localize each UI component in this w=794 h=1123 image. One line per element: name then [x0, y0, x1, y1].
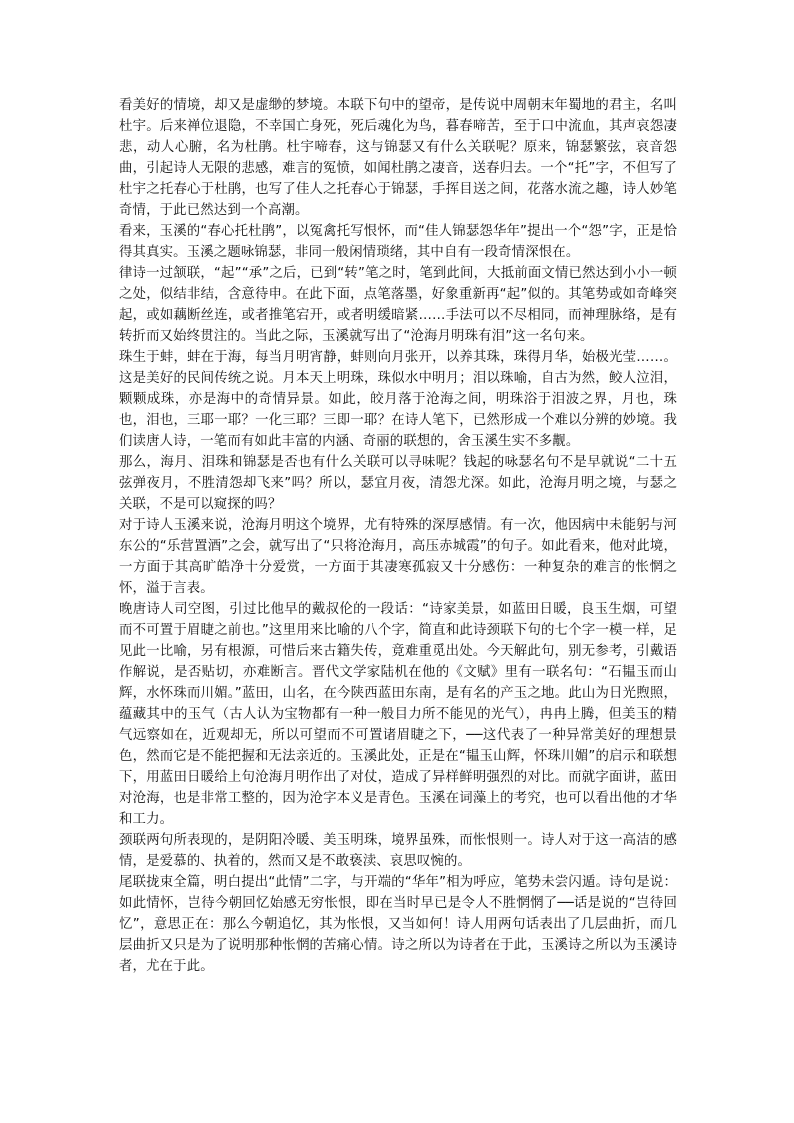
paragraph: 看美好的情境，却又是虚缈的梦境。本联下句中的望帝，是传说中周朝末年蜀地的君主，名叫杜宇。后来禅位退隐，不幸国亡身死，死后魂化为鸟，暮春啼苦，至于口中流血，其声哀怨凄悲，动人心腑，名为杜鹃。杜宇啼春，这与锦瑟又有什么关联呢？原来，锦瑟繁弦，哀音怨曲，引起诗人无限的悲感，难言的冤愤，如闻杜鹃之凄音，送春归去。一个“托”字，不但写了杜宇之托春心于杜鹃，也写了佳人之托春心于锦瑟，手挥目送之间，花落水流之趣，诗人妙笔奇情，于此已然达到一个高潮。 — [119, 98, 677, 218]
document-body — [119, 95, 677, 977]
paragraph: 颈联两句所表现的，是阴阳冷暖、美玉明珠，境界虽殊，而怅恨则一。诗人对于这一高洁的感情，是爱慕的、执着的，然而又是不敢亵渎、哀思叹惋的。 — [119, 833, 677, 869]
paragraph: 律诗一过颔联，“起”“承”之后，已到“转”笔之时，笔到此间，大抵前面文情已然达到小小一顿之处，似结非结，含意待申。在此下面，点笔落墨，好象重新再“起”似的。其笔势或如奇峰突起，或如藕断丝连，或者推笔宕开，或者明缓暗紧……手法可以不尽相同，而神理脉络，是有转折而又始终贯注的。当此之际，玉溪就写出了“沧海月明珠有泪”这一名句来。 — [119, 266, 677, 344]
paragraph: 晚唐诗人司空图，引过比他早的戴叔伦的一段话：“诗家美景，如蓝田日暖，良玉生烟，可望而不可置于眉睫之前也。”这里用来比喻的八个字，简直和此诗颈联下句的七个字一模一样，足见此一比喻，另有根源，可惜后来古籍失传，竟难重觅出处。今天解此句，别无参考，引戴语作解说，是否贴切，亦难断言。晋代文学家陆机在他的《文赋》里有一联名句：“石韫玉而山辉，水怀珠而川媚。”蓝田，山名，在今陕西蓝田东南，是有名的产玉之地。此山为日光煦照，蕴藏其中的玉气（古人认为宝物都有一种一般目力所不能见的光气），冉冉上腾，但美玉的精气远察如在，近观却无，所以可望而不可置诸眉睫之下，──这代表了一种异常美好的理想景色，然而它是不能把握和无法亲近的。玉溪此处，正是在“韫玉山辉，怀珠川媚”的启示和联想下，用蓝田日暖给上句沧海月明作出了对仗，造成了异样鲜明强烈的对比。而就字面讲，蓝田对沧海，也是非常工整的，因为沧字本义是青色。玉溪在词藻上的考究，也可以看出他的才华和工力。 — [119, 602, 677, 827]
paragraph: 看来，玉溪的“春心托杜鹃”，以冤禽托写恨怀，而“佳人锦瑟怨华年”提出一个“怨”字，正是恰得其真实。玉溪之题咏锦瑟，非同一般闲情琐绪，其中自有一段奇情深恨在。 — [119, 224, 677, 260]
paragraph: 珠生于蚌，蚌在于海，每当月明宵静，蚌则向月张开，以养其珠，珠得月华，始极光莹……。这是美好的民间传统之说。月本天上明珠，珠似水中明月；泪以珠喻，自古为然，鲛人泣泪，颗颗成珠，亦是海中的奇情异景。如此，皎月落于沧海之间，明珠浴于泪波之界，月也，珠也，泪也，三耶一耶？一化三耶？三即一耶？在诗人笔下，已然形成一个难以分辨的妙境。我们读唐人诗，一笔而有如此丰富的内涵、奇丽的联想的，舍玉溪生实不多觏。 — [119, 350, 677, 449]
paragraph: 尾联拢束全篇，明白提出“此情”二字，与开端的“华年”相为呼应，笔势未尝闪遁。诗句是说：如此情怀，岂待今朝回忆始感无穷怅恨，即在当时早已是令人不胜惘惘了──话是说的“岂待回忆”，意思正在：那么今朝追忆，其为怅恨，又当如何！诗人用两句话表出了几层曲折，而几层曲折又只是为了说明那种怅惘的苦痛心情。诗之所以为诗者在于此，玉溪诗之所以为玉溪诗者，尤在于此。 — [119, 875, 677, 974]
paragraph: 对于诗人玉溪来说，沧海月明这个境界，尤有特殊的深厚感情。有一次，他因病中未能躬与河东公的“乐营置酒”之会，就写出了“只将沧海月，高压赤城霞”的句子。如此看来，他对此境，一方面于其高旷皓净十分爱赏，一方面于其凄寒孤寂又十分感伤：一种复杂的难言的怅惘之怀，溢于言表。 — [119, 518, 677, 596]
paragraph: 那么，海月、泪珠和锦瑟是否也有什么关联可以寻味呢？钱起的咏瑟名句不是早就说“二十五弦弹夜月，不胜清怨却飞来”吗？所以，瑟宜月夜，清怨尤深。如此，沧海月明之境，与瑟之关联，不是可以窥探的吗？ — [119, 455, 677, 512]
